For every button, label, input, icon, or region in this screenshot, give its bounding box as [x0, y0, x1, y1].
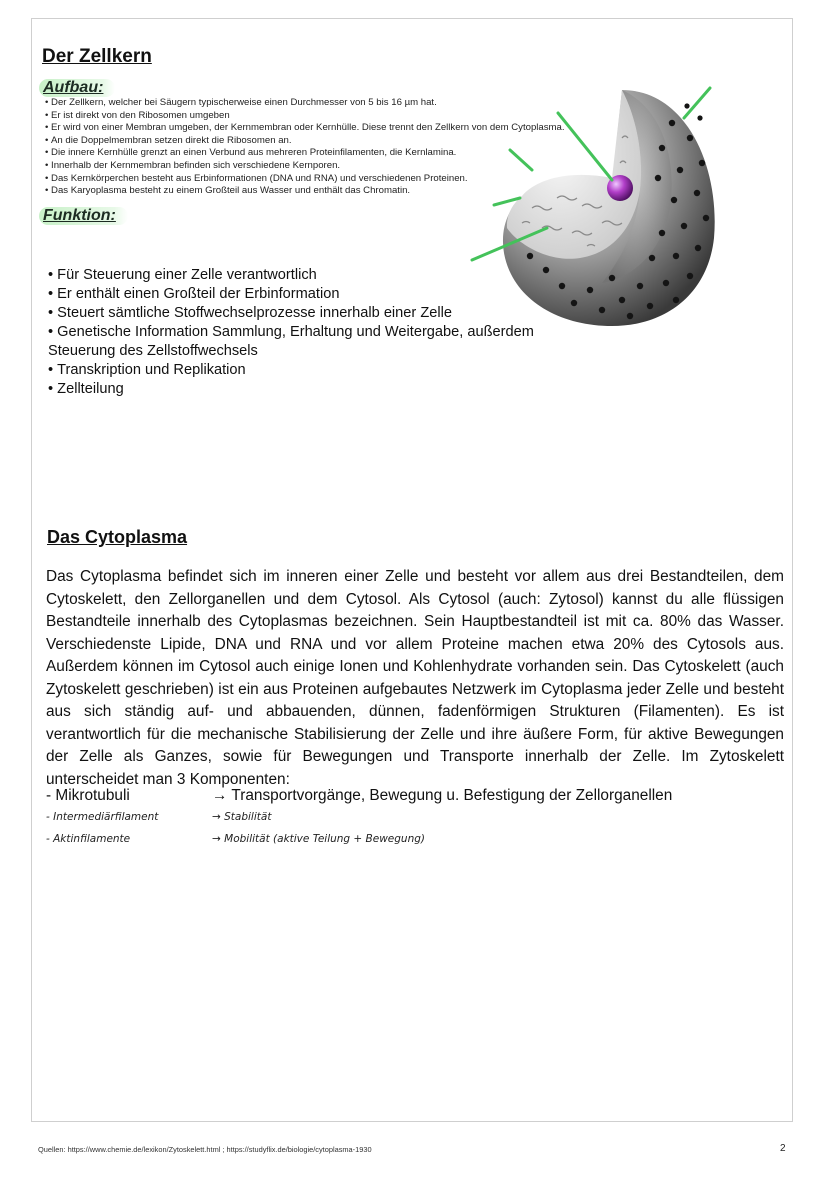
funktion-item-continuation: Steuerung des Zellstoffwechsels — [48, 343, 258, 359]
component-description: → Stabilität — [212, 811, 272, 823]
section-title-zellkern: Der Zellkern — [42, 46, 152, 67]
aufbau-item: • Das Kernkörperchen besteht aus Erbinformationen (DNA und RNA) und verschiedenen Proteinen. — [45, 173, 695, 186]
funktion-item: • Transkription und Replikation — [48, 361, 648, 380]
funktion-item: • Zellteilung — [48, 380, 648, 399]
page-number: 2 — [780, 1143, 786, 1154]
subheading-funktion: Funktion: — [39, 207, 128, 225]
section-title-cytoplasma: Das Cytoplasma — [47, 527, 188, 547]
component-description: → Transportvorgänge, Bewegung u. Befestigung der Zellorganellen — [212, 787, 673, 804]
funktion-item: • Er enthält einen Großteil der Erbinformation — [48, 285, 648, 304]
aufbau-item: • Das Karyoplasma besteht zu einem Großteil aus Wasser und enthält das Chromatin. — [45, 185, 695, 198]
funktion-list — [48, 266, 648, 399]
component-description: → Mobilität (aktive Teilung + Bewegung) — [212, 833, 426, 845]
component-name: - Aktinfilamente — [46, 833, 131, 845]
aufbau-item: • An die Doppelmembran setzen direkt die Ribosomen an. — [45, 135, 695, 148]
component-name: - Mikrotubuli — [46, 787, 130, 804]
funktion-item: • Genetische Information Sammlung, Erhaltung und Weitergabe, außerdem — [48, 323, 648, 342]
footer-sources: Quellen: https://www.chemie.de/lexikon/Zytoskelett.html ; https://studyflix.de/biologie/cytoplasma-1930 — [38, 1145, 372, 1154]
aufbau-item: • Er ist direkt von den Ribosomen umgeben — [45, 110, 695, 123]
aufbau-item: • Innerhalb der Kernmembran befinden sich verschiedene Kernporen. — [45, 160, 695, 173]
aufbau-item: • Er wird von einer Membran umgeben, der Kernmembran oder Kernhülle. Diese trennt den Zellkern von dem Cytoplasma. — [45, 122, 695, 135]
aufbau-list — [45, 97, 695, 198]
component-name: - Intermediärfilament — [46, 811, 159, 823]
aufbau-item: • Die innere Kernhülle grenzt an einen Verbund aus mehreren Proteinfilamenten, die Kernlamina. — [45, 147, 695, 160]
aufbau-item: • Der Zellkern, welcher bei Säugern typischerweise einen Durchmesser von 5 bis 16 µm hat. — [45, 97, 695, 110]
cytoplasma-paragraph: Das Cytoplasma befindet sich im inneren einer Zelle und besteht vor allem aus drei Bestandteilen, dem Cytoskelett, den Zellorganellen und dem Cytosol. Als Cytosol (auch: Zytosol) kannst du alle flüssigen Bestandteile innerhalb des Cytoplasmas bezeichnen. Sein Hauptbestandteil ist mit ca. 80% das Wasser. Verschiedenste Lipide, DNA und RNA und vor allem Proteine machen etwa 20% des Cytosols aus. Außerdem können im Cytosol auch einige Ionen und Kohlenhydrate vorhanden sein. Das Cytoskelett (auch Zytoskelett geschrieben) ist ein aus Proteinen aufgebautes Netzwerk im Cytoplasma jeder Zelle und besteht aus sich ständig auf- und abbauenden, dünnen, fadenförmigen Strukturen (Filamenten). Es ist verantwortlich für die mechanische Stabilisierung der Zelle und ihre äußere Form, für aktive Bewegungen der Zelle als Ganzes, sowie für Bewegungen und Transporte innerhalb der Zelle. Im Zytoskelett unterscheidet man 3 Komponenten: — [46, 568, 784, 788]
funktion-item: • Steuert sämtliche Stoffwechselprozesse innerhalb einer Zelle — [48, 304, 648, 323]
funktion-item: • Für Steuerung einer Zelle verantwortlich — [48, 266, 648, 285]
subheading-aufbau: Aufbau: — [39, 79, 115, 97]
